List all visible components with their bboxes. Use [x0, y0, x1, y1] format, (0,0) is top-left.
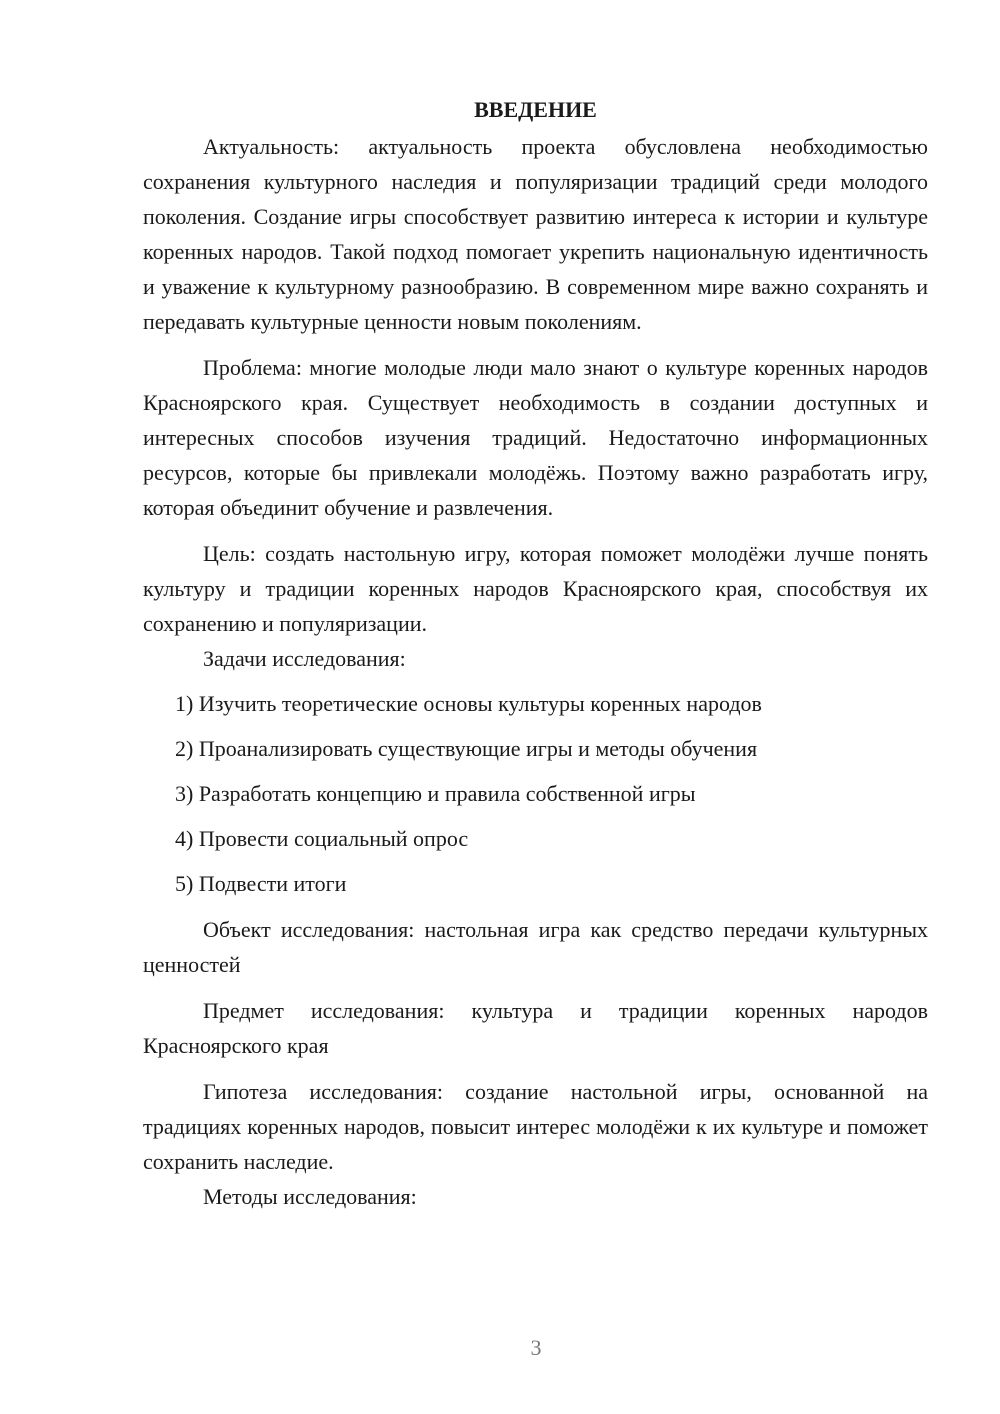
goal-paragraph: Цель: создать настольную игру, которая поможет молодёжи лучше понять культуру и традиции коренных народов Красноярского края, способствуя их сохранению и популяризации.	[143, 541, 928, 636]
methods-heading: Методы исследования:	[203, 1184, 417, 1209]
object-paragraph: Объект исследования: настольная игра как средство передачи культурных ценностей	[143, 917, 928, 977]
list-item: 1) Изучить теоретические основы культуры коренных народов	[175, 691, 762, 716]
hypothesis-paragraph: Гипотеза исследования: создание настольной игры, основанной на традициях коренных народов, повысит интерес молодёжи к их культуре и поможет сохранить наследие.	[143, 1079, 928, 1174]
list-item: 2) Проанализировать существующие игры и методы обучения	[175, 736, 758, 761]
tasks-list	[143, 686, 928, 901]
page-number: 3	[530, 1335, 542, 1360]
list-item: 4) Провести социальный опрос	[175, 826, 469, 851]
relevance-paragraph: Актуальность: актуальность проекта обусловлена необходимостью сохранения культурного наследия и популяризации традиций среди молодого поколения. Создание игры способствует развитию интереса к истории и культуре коренных народов. Такой подход помогает укрепить национальную идентичность и уважение к культурному разнообразию. В современном мире важно сохранять и передавать культурные ценности новым поколениям.	[143, 134, 928, 334]
page-title: ВВЕДЕНИЕ	[474, 97, 597, 122]
list-item: 5) Подвести итоги	[175, 871, 347, 896]
page-content	[143, 92, 928, 1214]
problem-paragraph: Проблема: многие молодые люди мало знают о культуре коренных народов Красноярского края. Существует необходимость в создании доступных и интересных способов изучения традиций. Недостаточно информационных ресурсов, которые бы привлекали молодёжь. Поэтому важно разработать игру, которая объединит обучение и развлечения.	[143, 355, 928, 520]
tasks-heading: Задачи исследования:	[203, 646, 406, 671]
subject-paragraph: Предмет исследования: культура и традиции коренных народов Красноярского края	[143, 998, 928, 1058]
list-item: 3) Разработать концепцию и правила собственной игры	[175, 781, 696, 806]
